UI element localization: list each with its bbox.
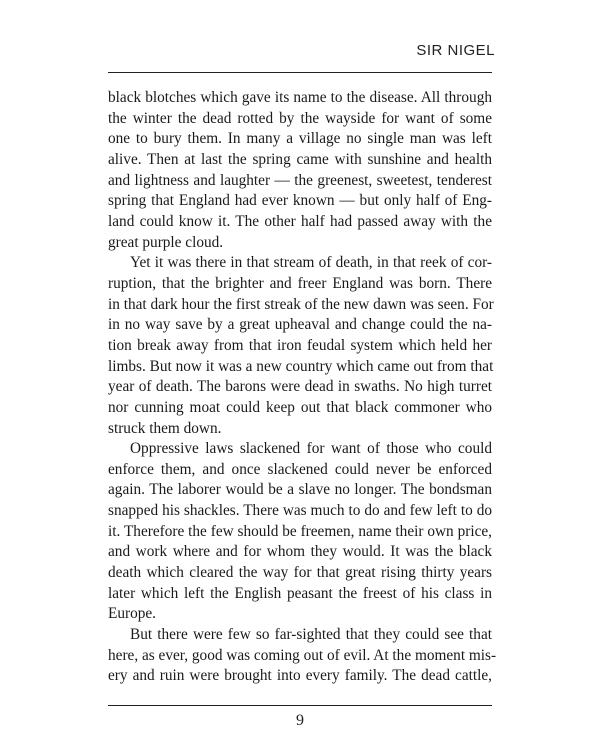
text-line: limbs. But now it was a new country which came out from that bbox=[108, 357, 494, 375]
text-line: ruption, that the brighter and freer England was born. There bbox=[108, 274, 492, 292]
text-line: here, as ever, good was coming out of evil. At the moment mis- bbox=[108, 646, 497, 664]
text-line: the winter the dead rotted by the wayside for want of some bbox=[108, 109, 492, 127]
text-line: struck them down. bbox=[108, 419, 222, 437]
text-line: Europe. bbox=[108, 605, 156, 623]
text-line: snapped his shackles. There was much to do and few left to do bbox=[108, 502, 492, 520]
text-line: it. Therefore the few should be freemen, name their own price, bbox=[108, 522, 492, 540]
text-line: and work where and for whom they would. It was the black bbox=[108, 543, 492, 561]
text-line: death which cleared the way for that great rising thirty years bbox=[108, 564, 492, 582]
text-line: Oppressive laws slackened for want of those who could bbox=[130, 440, 492, 458]
text-line: in that dark hour the first streak of the new dawn was seen. For bbox=[108, 295, 494, 313]
text-line: enforce them, and once slackened could never be enforced bbox=[108, 460, 492, 478]
text-line: tion break away from that iron feudal system which held her bbox=[108, 336, 492, 354]
text-line: year of death. The barons were dead in swaths. No high turret bbox=[108, 378, 492, 396]
text-line: spring that England had ever known — but only half of Eng- bbox=[108, 192, 492, 210]
text-line: alive. Then at last the spring came with sunshine and health bbox=[108, 150, 492, 168]
text-line: one to bury them. In many a village no single man was left bbox=[108, 130, 492, 148]
text-line: But there were few so far-sighted that they could see that bbox=[130, 626, 492, 644]
body-text bbox=[108, 88, 497, 687]
text-line: again. The laborer would be a slave no longer. The bondsman bbox=[108, 481, 492, 499]
text-line: black blotches which gave its name to the disease. All through bbox=[108, 89, 492, 106]
running-header-title: SIR NIGEL bbox=[416, 42, 495, 59]
page-number: 9 bbox=[296, 712, 304, 729]
text-line: nor cunning moat could keep out that black commoner who bbox=[108, 398, 492, 416]
text-line: ery and ruin were brought into every family. The dead cattle, bbox=[108, 667, 492, 685]
text-line: great purple cloud. bbox=[108, 233, 224, 251]
header-rule bbox=[108, 72, 492, 73]
footer-rule bbox=[108, 705, 492, 706]
text-line: land could know it. The other half had passed away with the bbox=[108, 212, 492, 230]
text-line: later which left the English peasant the freest of his class in bbox=[108, 584, 492, 602]
text-line: in no way save by a great upheaval and change could the na- bbox=[108, 316, 492, 334]
text-line: Yet it was there in that stream of death, in that reek of cor- bbox=[130, 254, 492, 272]
text-line: and lightness and laughter — the greenest, sweetest, tenderest bbox=[108, 171, 492, 189]
